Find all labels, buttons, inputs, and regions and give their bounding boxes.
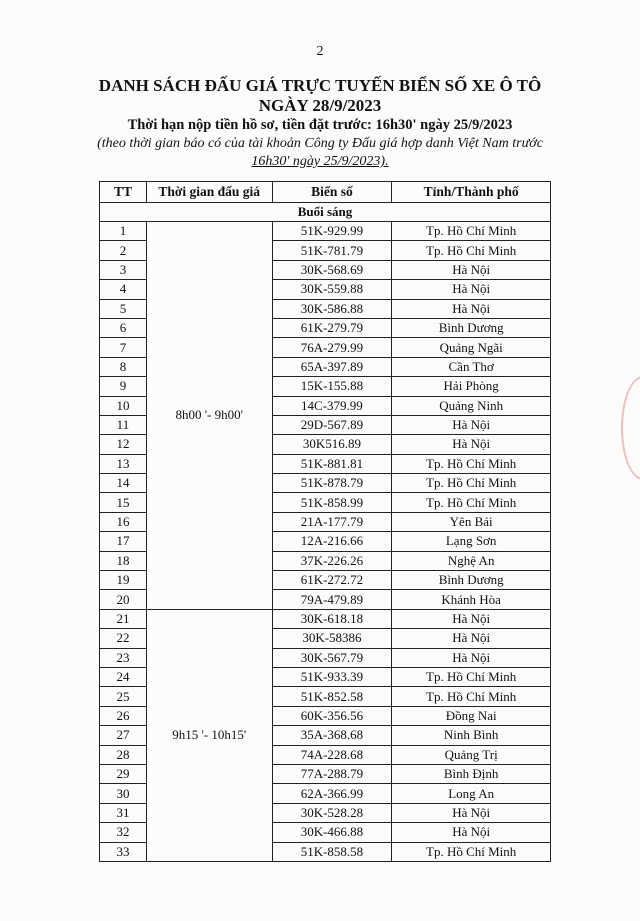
row-city: Hà Nội [392, 648, 551, 667]
document-title [40, 76, 600, 116]
row-plate: 51K-852.58 [272, 687, 392, 706]
row-city: Hải Phòng [392, 377, 551, 396]
row-tt: 11 [100, 415, 147, 434]
row-tt: 31 [100, 803, 147, 822]
row-plate: 76A-279.99 [272, 338, 392, 357]
row-city: Hà Nội [392, 803, 551, 822]
row-tt: 21 [100, 609, 147, 628]
table-row [100, 609, 551, 628]
row-tt: 30 [100, 784, 147, 803]
title-line-2: NGÀY 28/9/2023 [258, 96, 382, 115]
row-plate: 51K-858.99 [272, 493, 392, 512]
row-city: Quảng Ninh [392, 396, 551, 415]
header-tt: TT [100, 182, 147, 203]
row-tt: 17 [100, 532, 147, 551]
note-line-1: (theo thời gian báo có của tài khoản Công ty Đấu giá hợp danh Việt Nam trước [97, 136, 543, 151]
row-city: Bình Định [392, 764, 551, 783]
header-plate: Biển số [272, 182, 392, 203]
row-city: Tp. Hồ Chí Minh [392, 842, 551, 861]
row-city: Hà Nội [392, 299, 551, 318]
row-tt: 3 [100, 260, 147, 279]
row-tt: 33 [100, 842, 147, 861]
row-city: Nghệ An [392, 551, 551, 570]
row-plate: 62A-366.99 [272, 784, 392, 803]
row-city: Tp. Hồ Chí Minh [392, 474, 551, 493]
row-city: Khánh Hòa [392, 590, 551, 609]
row-tt: 12 [100, 435, 147, 454]
row-city: Bình Dương [392, 571, 551, 590]
row-tt: 9 [100, 377, 147, 396]
row-tt: 28 [100, 745, 147, 764]
row-tt: 7 [100, 338, 147, 357]
row-tt: 20 [100, 590, 147, 609]
row-tt: 25 [100, 687, 147, 706]
row-city: Hà Nội [392, 435, 551, 454]
row-city: Hà Nội [392, 609, 551, 628]
row-tt: 14 [100, 474, 147, 493]
row-city: Quảng Ngãi [392, 338, 551, 357]
row-plate: 30K-568.69 [272, 260, 392, 279]
row-tt: 16 [100, 512, 147, 531]
red-stamp-fragment [621, 376, 640, 480]
page-number: 2 [316, 44, 324, 59]
row-plate: 51K-878.79 [272, 474, 392, 493]
row-plate: 15K-155.88 [272, 377, 392, 396]
row-plate: 77A-288.79 [272, 764, 392, 783]
row-tt: 10 [100, 396, 147, 415]
row-plate: 29D-567.89 [272, 415, 392, 434]
row-tt: 18 [100, 551, 147, 570]
header-time: Thời gian đấu giá [146, 182, 272, 203]
row-tt: 29 [100, 764, 147, 783]
table-header-row [100, 182, 551, 203]
row-tt: 2 [100, 241, 147, 260]
row-city: Tp. Hồ Chí Minh [392, 454, 551, 473]
row-city: Long An [392, 784, 551, 803]
row-plate: 79A-479.89 [272, 590, 392, 609]
row-tt: 8 [100, 357, 147, 376]
row-plate: 74A-228.68 [272, 745, 392, 764]
session-label: Buổi sáng [100, 203, 551, 222]
row-plate: 30K-618.18 [272, 609, 392, 628]
session-row [100, 203, 551, 222]
row-plate: 51K-929.99 [272, 222, 392, 241]
row-tt: 4 [100, 280, 147, 299]
note [40, 135, 600, 171]
row-tt: 26 [100, 706, 147, 725]
row-city: Hà Nội [392, 823, 551, 842]
row-tt: 13 [100, 454, 147, 473]
row-plate: 30K-586.88 [272, 299, 392, 318]
row-tt: 1 [100, 222, 147, 241]
row-tt: 24 [100, 667, 147, 686]
table-row [100, 222, 551, 241]
row-plate: 35A-368.68 [272, 726, 392, 745]
row-plate: 12A-216.66 [272, 532, 392, 551]
row-plate: 51K-781.79 [272, 241, 392, 260]
row-tt: 32 [100, 823, 147, 842]
time-slot-2: 9h15 '- 10h15' [146, 609, 272, 861]
row-plate: 21A-177.79 [272, 512, 392, 531]
row-plate: 30K516.89 [272, 435, 392, 454]
row-city: Hà Nội [392, 629, 551, 648]
time-slot-1: 8h00 '- 9h00' [146, 222, 272, 610]
row-city: Tp. Hồ Chí Minh [392, 687, 551, 706]
header-city: Tỉnh/Thành phố [392, 182, 551, 203]
row-plate: 51K-933.39 [272, 667, 392, 686]
row-plate: 37K-226.26 [272, 551, 392, 570]
row-city: Yên Bái [392, 512, 551, 531]
row-tt: 19 [100, 571, 147, 590]
row-city: Tp. Hồ Chí Minh [392, 241, 551, 260]
row-plate: 65A-397.89 [272, 357, 392, 376]
row-city: Lạng Sơn [392, 532, 551, 551]
auction-table [99, 181, 551, 862]
row-tt: 15 [100, 493, 147, 512]
row-city: Hà Nội [392, 280, 551, 299]
note-line-2: 16h30' ngày 25/9/2023). [251, 154, 389, 169]
deadline-text: Thời hạn nộp tiền hồ sơ, tiền đặt trước: 16h30' ngày 25/9/2023 [127, 117, 513, 133]
row-city: Tp. Hồ Chí Minh [392, 667, 551, 686]
row-city: Ninh Bình [392, 726, 551, 745]
row-city: Cần Thơ [392, 357, 551, 376]
row-tt: 23 [100, 648, 147, 667]
row-plate: 30K-567.79 [272, 648, 392, 667]
row-city: Hà Nội [392, 415, 551, 434]
row-plate: 61K-279.79 [272, 318, 392, 337]
row-city: Quảng Trị [392, 745, 551, 764]
row-plate: 51K-858.58 [272, 842, 392, 861]
row-plate: 60K-356.56 [272, 706, 392, 725]
row-plate: 30K-466.88 [272, 823, 392, 842]
row-plate: 30K-559.88 [272, 280, 392, 299]
row-plate: 51K-881.81 [272, 454, 392, 473]
row-tt: 22 [100, 629, 147, 648]
title-line-1: DANH SÁCH ĐẤU GIÁ TRỰC TUYẾN BIỂN SỐ XE Ô TÔ [98, 76, 542, 95]
row-tt: 6 [100, 318, 147, 337]
row-plate: 30K-528.28 [272, 803, 392, 822]
row-tt: 5 [100, 299, 147, 318]
row-plate: 61K-272.72 [272, 571, 392, 590]
row-city: Tp. Hồ Chí Minh [392, 222, 551, 241]
row-city: Đồng Nai [392, 706, 551, 725]
row-city: Tp. Hồ Chí Minh [392, 493, 551, 512]
row-city: Hà Nội [392, 260, 551, 279]
row-plate: 30K-58386 [272, 629, 392, 648]
row-tt: 27 [100, 726, 147, 745]
row-plate: 14C-379.99 [272, 396, 392, 415]
row-city: Bình Dương [392, 318, 551, 337]
